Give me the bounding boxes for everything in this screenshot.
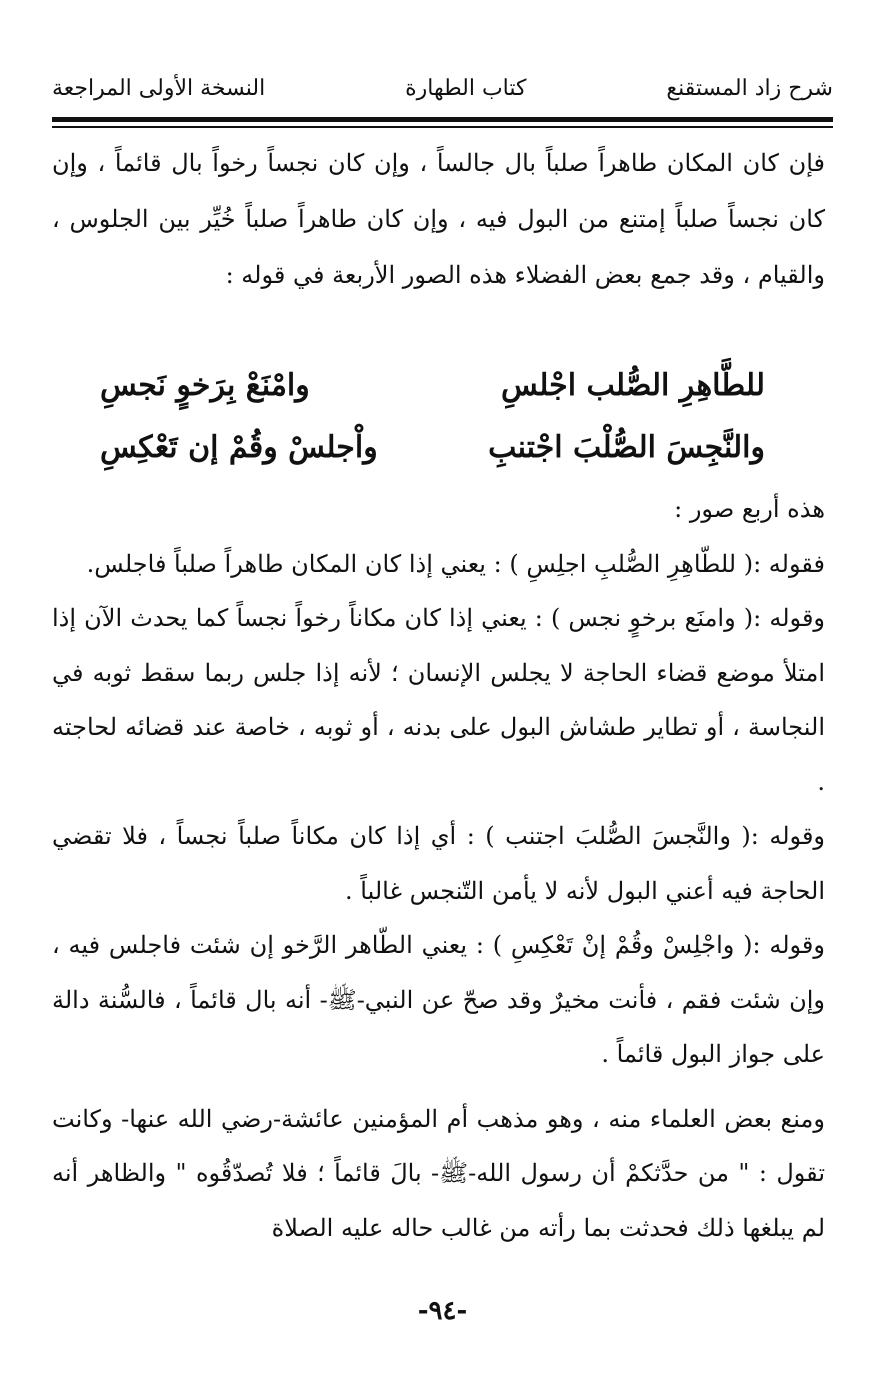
intro-paragraph: فإن كان المكان طاهراً صلباً بال جالساً ، وإن كان نجساً رخواً بال قائماً ، وإن كان نجساً صلباً إمتنع من البول فيه ، وإن كان طاهراً صلباً خُيِّر بين الجلوس ، والقيام ، وقد جمع بعض الفضلاء هذه الصور الأربعة في قوله : xyxy=(52,149,825,289)
header-chapter-title: كتاب الطهارة xyxy=(405,75,527,101)
poem-line-1-first-hemistich: للطَّاهِرِ الصُّلب اجْلسِ xyxy=(500,368,765,403)
intro-text xyxy=(52,135,825,303)
header-book-title: شرح زاد المستقنع xyxy=(666,75,833,101)
poem-verses xyxy=(100,355,765,479)
page-number: -٩٤- xyxy=(417,1296,468,1326)
header-edition-note: النسخة الأولى المراجعة xyxy=(52,75,266,101)
poem-line-2 xyxy=(100,417,765,479)
commentary-text xyxy=(52,482,825,1255)
poem-line-2-first-hemistich: والنَّجِسَ الصُّلْبَ اجْتنبِ xyxy=(488,430,765,465)
running-header xyxy=(52,68,833,108)
paragraph-fourth-form: وقوله :( واجْلِسْ وقُمْ إنْ تَعْكِسِ ) : يعني الطّاهر الرَّخو إن شئت فاجلس فيه ، وإن شئت فقم ، فأنت مخيرٌ وقد صحّ عن النبي-ﷺ- أنه بال قائماً ، فالسُّنة دالة على جواز البول قائماً . xyxy=(52,931,825,1068)
poem-line-1 xyxy=(100,355,765,417)
paragraph-aisha-view: ومنع بعض العلماء منه ، وهو مذهب أم المؤمنين عائشة-رضي الله عنها- وكانت تقول : " من حدَّثكمْ أن رسول الله-ﷺ- بالَ قائماً ؛ فلا تُصدّقُوه " والظاهر أنه لم يبلغها ذلك فحدثت بما رأته من غالب حاله عليه الصلاة xyxy=(52,1104,825,1242)
paragraph-third-form: وقوله :( والنَّجسَ الصُّلبَ اجتنب ) : أي إذا كان مكاناً صلباً نجساً ، فلا تقضي الحاجة فيه أعني البول لأنه لا يأمن التّنجس غالباً . xyxy=(52,822,825,905)
poem-line-2-second-hemistich: واْجلسْ وقُمْ إن تَعْكِسِ xyxy=(100,430,378,465)
paragraph-second-form: وقوله :( وامنَع برخوٍ نجس ) : يعني إذا كان مكاناً رخواً نجساً كما يحدث الآن إذا امتلأ موضع قضاء الحاجة لا يجلس الإنسان ؛ لأنه إذا جلس ربما سقط ثوبه في النجاسة ، أو تطاير طشاش البول على بدنه ، أو ثوبه ، خاصة عند قضائه لحاجته . xyxy=(52,604,826,796)
poem-line-1-second-hemistich: وامْنَعْ بِرَخوٍ نَجسِ xyxy=(100,368,310,403)
paragraph-first-form: فقوله :( للطّاهِرِ الصُّلبِ اجلِسِ ) : يعني إذا كان المكان طاهراً صلباً فاجلس. xyxy=(86,549,825,578)
header-rule-thin xyxy=(52,126,833,128)
header-rule-thick xyxy=(52,117,833,122)
paragraph-four-forms: هذه أربع صور : xyxy=(674,495,825,523)
